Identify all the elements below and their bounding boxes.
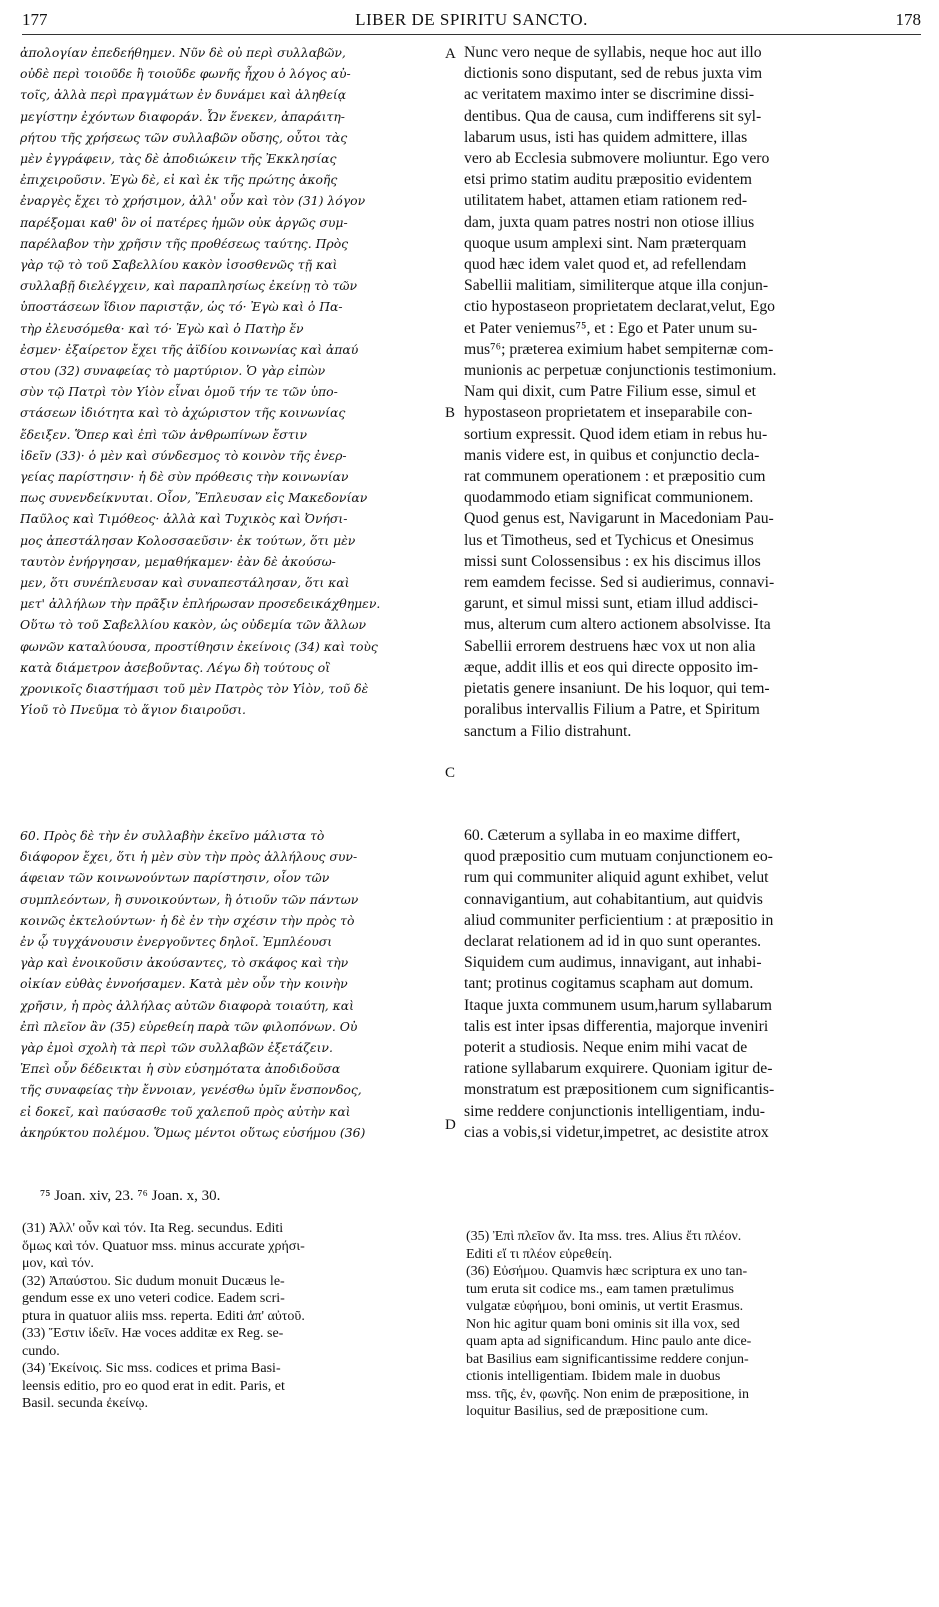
- latin-text-line: Sabellii errorem destruens hæc vox ut non alia: [464, 637, 756, 655]
- greek-text-line: τῆς συναφείας τὴν ἔννοιαν, γενέσθω ὑμῖν ἔνσπονδος,: [20, 1082, 362, 1098]
- greek-text-line: μος ἀπεστάλησαν Κολοσσαεῦσιν· ἐκ τούτων, ὅτι μὲν: [20, 532, 356, 548]
- greek-text-line: τὴρ ἐλευσόμεθα· καὶ τό· Ἐγὼ καὶ ὁ Πατὴρ ἕν: [20, 320, 304, 336]
- greek-text-line: τοῖς, ἀλλὰ περὶ πραγμάτων ἐν δυνάμει καὶ ἀληθείᾳ: [20, 87, 347, 103]
- latin-text-line: Nunc vero neque de syllabis, neque hoc aut illo: [464, 44, 762, 61]
- greek-text-line: ρήτου τῆς χρήσεως τῶν συλλαβῶν οὔσης, οὗτοι τὰς: [20, 129, 348, 145]
- greek-text-line: στάσεων ἰδιότητα καὶ τὸ ἀχώριστον τῆς κοινωνίας: [20, 405, 346, 421]
- latin-text-line: vero ab Ecclesia submovere moliuntur. Ego vero: [464, 150, 770, 168]
- greek-text-line: παρέξομαι καθ' ὃν οἱ πατέρες ἡμῶν οὐκ ἀργῶς συμ-: [20, 214, 348, 230]
- greek-text-line: κατὰ διάμετρον ἀσεβοῦντας. Λέγω δὴ τούτους οἳ: [20, 659, 331, 675]
- latin-text-line: quoque usum amplexi sint. Nam præterquam: [464, 234, 747, 252]
- greek-text-line: Υἱοῦ τὸ Πνεῦμα τὸ ἅγιον διαιροῦσι.: [20, 702, 246, 718]
- latin-text-line: utilitatem habet, attamen etiam rationem red-: [464, 192, 748, 210]
- latin-text-line: poterit a studiosis. Neque enim mihi vacat de: [464, 1039, 748, 1057]
- footnote-line: (33) Ἔστιν ἰδεῖν. Hæ voces additæ ex Reg. se-: [22, 1326, 284, 1341]
- greek-text-line: χρῆσιν, ἡ πρὸς ἀλλήλας αὐτῶν διαφορὰ τοιαύτη, καὶ: [20, 997, 354, 1013]
- latin-text-line: poralibus intervallis Filium a Patre, et Spiritum: [464, 701, 760, 719]
- greek-text-line: συμπλεόντων, ἢ συνοικούντων, ἢ ὁτιοῦν τῶν πάντων: [20, 891, 359, 907]
- latin-text-line: missi sunt Colossensibus : ex his discimus illos: [464, 552, 761, 570]
- margin-marker-a: A: [445, 46, 456, 62]
- latin-text-line: mus⁷⁶; præterea eximium habet sempiternæ com-: [464, 340, 774, 358]
- latin-text-line: 60. Cæterum a syllaba in eo maxime differt,: [464, 827, 741, 844]
- footnote-line: leensis editio, pro eo quod erat in edit. Paris, et: [22, 1378, 285, 1394]
- greek-text-line: παρέλαβον τὴν χρῆσιν τῆς προθέσεως ταύτης. Πρὸς: [20, 235, 349, 251]
- greek-text-line: μεν, ὅτι συνέπλευσαν καὶ συναπεστάλησαν, ὅτι καὶ: [20, 575, 350, 591]
- latin-text-line: hypostaseon proprietatem et inseparabile con-: [464, 404, 753, 422]
- footnote-line: (35) Ἐπὶ πλεῖον ἄν. Ita mss. tres. Alius ἔτι πλέον.: [466, 1229, 742, 1244]
- greek-text-line: Ἐπεὶ οὖν δέδεικται ἡ σὺν εὐσημότατα ἀποδιδοῦσα: [20, 1061, 341, 1077]
- latin-text-line: manis videre est, in quibus et conjunctio decla-: [464, 446, 760, 464]
- greek-text-line: σὺν τῷ Πατρὶ τὸν Υἱὸν εἶναι ὁμοῦ τήν τε τῶν ὑπο-: [20, 384, 338, 400]
- greek-text-line: ἐναργὲς ἔχει τὸ χρήσιμον, ἀλλ' οὖν καὶ τὸν (31) λόγον: [20, 193, 366, 209]
- footnotes-right: [466, 1228, 921, 1421]
- latin-text-line: tant; protinus cogitamus scapham aut domum.: [464, 975, 754, 993]
- page-number-right: 178: [895, 10, 921, 29]
- latin-text-line: ratione syllabarum exquirere. Quoniam igitur de-: [464, 1060, 773, 1078]
- latin-text-line: talis est inter ipsas differentia, majorque inveniri: [464, 1017, 769, 1035]
- latin-text-line: ac veritatem maximo inter se discrimine dissi-: [464, 86, 755, 104]
- latin-text-line: et Pater veniemus⁷⁵, et : Ego et Pater unum su-: [464, 319, 758, 337]
- footnote-line: ptura in quatuor aliis mss. reperta. Editi ἀπ' αὐτοῦ.: [22, 1308, 305, 1324]
- footnote-line: mss. τῆς, ἐν, φωνῆς. Non enim de præpositione, in: [466, 1386, 750, 1402]
- latin-text-line: connavigantium, aut cohabitantium, aut quidvis: [464, 890, 763, 908]
- running-title: LIBER DE SPIRITU SANCTO.: [355, 10, 588, 29]
- greek-text-line: ἐπὶ πλεῖον ἂν (35) εὑρεθείη παρὰ τῶν φιλοπόνων. Οὐ: [20, 1018, 358, 1034]
- greek-text-line: Παῦλος καὶ Τιμόθεος· ἀλλὰ καὶ Τυχικὸς καὶ Ὀνήσι-: [20, 511, 348, 527]
- greek-text-line: εἰ δοκεῖ, καὶ παύσασθε τοῦ χαλεποῦ πρὸς αὐτὴν καὶ: [20, 1103, 351, 1119]
- latin-text-line: sortium expressit. Quod idem etiam in rebus hu-: [464, 425, 768, 443]
- latin-text-line: rum qui communiter aliquid agunt exhibet, velut: [464, 869, 769, 887]
- footnote-line: μον, καὶ τόν.: [22, 1256, 94, 1271]
- greek-text-line: γὰρ ἐμοὶ σχολὴ τὰ περὶ τῶν συλλαβῶν ἐξετάζειν.: [20, 1040, 333, 1056]
- footnote-line: (36) Εὐσήμου. Quamvis hæc scriptura ex uno tan-: [466, 1264, 748, 1279]
- latin-text-line: monstratum est præpositionem cum significantis-: [464, 1081, 775, 1099]
- greek-text-line: γείας παρίστησιν· ἡ δὲ σὺν πρόθεσις τὴν κοινωνίαν: [20, 469, 349, 485]
- greek-column-part1: [20, 42, 448, 721]
- latin-text-line: Itaque juxta communem usum,harum syllabarum: [464, 996, 773, 1014]
- greek-text-line: φωνῶν καταλύουσα, προστίθησιν ἐκείνοις (34) καὶ τοὺς: [20, 638, 378, 654]
- footnote-line: gendum esse ex uno veteri codice. Eadem scri-: [22, 1291, 285, 1306]
- latin-column-part2: [464, 825, 922, 1143]
- greek-text-line: οἰκίαν εὐθὰς ἐννοήσαμεν. Κατὰ μὲν οὖν τὴν κοινὴν: [20, 976, 348, 992]
- greek-text-line: ταυτὸν ἐνήργησαν, μεμαθήκαμεν· ἐὰν δὲ ἀκούσω-: [20, 553, 336, 569]
- greek-text-line: ἔδειξεν. Ὅπερ καὶ ἐπὶ τῶν ἀνθρωπίνων ἔστιν: [20, 426, 307, 442]
- latin-text-line: labarum usus, isti has quidem admittere, illas: [464, 128, 748, 146]
- greek-text-line: συλλαβῇ διελέγχειν, καὶ παραπλησίως ἐκείνῃ τὸ τῶν: [20, 278, 357, 294]
- greek-text-line: οὐδὲ περὶ τοιοῦδε ἢ τοιοῦδε φωνῆς ἦχου ὁ λόγος αὐ-: [20, 66, 351, 82]
- greek-column-part2: [20, 825, 448, 1143]
- greek-text-line: γὰρ καὶ ἐνοικοῦσιν ἀκούσαντες, τὸ σκάφος καὶ τὴν: [20, 955, 349, 971]
- latin-text-line: quodammodo etiam significat communionem.: [464, 489, 754, 507]
- greek-text-line: άφειαν τῶν κοινωνούντων παρίστησιν, οἷον τῶν: [20, 870, 330, 886]
- greek-text-line: διάφορον ἔχει, ὅτι ἡ μὲν σὺν τὴν πρὸς ἀλλήλους συν-: [20, 849, 358, 865]
- footnote-line: cundo.: [22, 1343, 60, 1359]
- greek-text-line: μετ' ἀλλήλων τὴν πρᾶξιν ἐπλήρωσαν προσεδεικάχθημεν.: [20, 596, 381, 612]
- latin-text-line: Siquidem cum audimus, innavigant, aut inhabi-: [464, 954, 762, 972]
- footnote-line: ὅμως καὶ τόν. Quatuor mss. minus accurate χρήσι-: [22, 1238, 305, 1254]
- latin-text-line: dam, juxta quam patres nostri non otiose illius: [464, 213, 755, 231]
- greek-text-line: ἐπιχειροῦσιν. Ἐγὼ δὲ, εἰ καὶ ἐκ τῆς πρώτης ἀκοῆς: [20, 172, 338, 188]
- latin-text-line: Nam qui dixit, cum Patre Filium esse, simul et: [464, 383, 756, 401]
- header-rule: [22, 34, 921, 35]
- latin-text-line: sime reddere conjunctionis intelligentiam, indu-: [464, 1102, 766, 1120]
- latin-text-line: cias a vobis,si videtur,impetret, ac desistite atrox: [464, 1123, 769, 1141]
- greek-text-line: γὰρ τῷ τὸ τοῦ Σαβελλίου κακὸν ἰσοσθενῶς τῇ καὶ: [20, 257, 338, 273]
- latin-text-line: dictionis sono disputant, sed de rebus juxta vim: [464, 65, 763, 83]
- latin-text-line: quod hæc idem valet quod et, ad refellendam: [464, 256, 747, 274]
- latin-text-line: dentibus. Qua de causa, cum indifferens sit syl-: [464, 107, 762, 125]
- greek-text-line: ἀκηρύκτου πολέμου. Ὅμως μέντοι οὕτως εὐσήμου (36): [20, 1124, 366, 1140]
- greek-text-line: ἐσμεν· ἐξαίρετον ἔχει τῆς ἀϊδίου κοινωνίας καὶ ἀπαύ: [20, 341, 359, 357]
- footnote-line: (31) Ἀλλ' οὖν καὶ τόν. Ita Reg. secundus. Editi: [22, 1221, 284, 1236]
- footnote-line: loquitur Basilius, sed de præpositione cum.: [466, 1404, 709, 1419]
- footnote-line: ctionis intelligentiam. Ibidem male in duobus: [466, 1369, 721, 1384]
- margin-marker-b: B: [445, 405, 456, 421]
- greek-text-line: ἐν ᾧ τυγχάνουσιν ἐνεργοῦντες δηλοῖ. Ἐμπλέουσι: [20, 934, 333, 950]
- greek-text-line: μεγίστην ἐχόντων διαφοράν. Ὧν ἕνεκεν, ἀπαράιτη-: [20, 108, 345, 124]
- latin-text-line: aliud communiter perficientium : at præpositio in: [464, 911, 774, 929]
- margin-marker-c: C: [445, 765, 456, 781]
- footnote-line: Basil. secunda ἐκείνῳ.: [22, 1396, 148, 1411]
- latin-text-line: lus et Timotheus, sed et Tychicus et Onesimus: [464, 531, 754, 549]
- latin-text-line: rem eamdem fecisse. Sed si audierimus, connavi-: [464, 574, 775, 592]
- greek-text-line: χρονικοῖς διαστήμασι τοῦ μὲν Πατρὸς τὸν Υἱὸν, τοῦ δὲ: [20, 681, 369, 697]
- latin-text-line: ctio hypostaseon proprietatem declarat,velut, Ego: [464, 298, 776, 316]
- greek-text-line: κοινῶς ἐκτελούντων· ἡ δὲ ἐν τὴν σχέσιν τὴν πρὸς τὸ: [20, 912, 355, 928]
- greek-text-line: πως συνενδείκνυται. Οἷον, Ἔπλευσαν εἰς Μακεδονίαν: [20, 490, 368, 506]
- footnote-line: vulgatæ εὐφήμου, boni ominis, ut vertit Erasmus.: [466, 1299, 744, 1314]
- latin-text-line: sanctum a Filio distrahunt.: [464, 722, 632, 740]
- latin-text-line: etsi primo statim auditu præpositio evidentem: [464, 171, 753, 189]
- footnote-line: bat Basilius eam significantissime reddere conjun-: [466, 1351, 749, 1367]
- latin-text-line: mus, alterum cum altero actionem absolvisse. Ita: [464, 616, 771, 634]
- footnote-line: tum eruta sit codice ms., eam tamen prætulimus: [466, 1281, 734, 1297]
- footnote-line: Editi εἴ τι πλέον εὑρεθείη.: [466, 1246, 613, 1262]
- latin-column-part1: [464, 42, 922, 742]
- greek-text-line: Οὕτω τὸ τοῦ Σαβελλίου κακὸν, ὡς οὐδεμία τῶν ἄλλων: [20, 617, 366, 633]
- greek-text-line: ἰδεῖν (33)· ὁ μὲν καὶ σύνδεσμος τὸ κοινὸν τῆς ἐνερ-: [20, 447, 347, 463]
- footnote-line: (32) Ἀπαύστου. Sic dudum monuit Ducæus le-: [22, 1273, 285, 1289]
- latin-text-line: æque, addit illis et eos qui directe opposito im-: [464, 658, 759, 676]
- latin-text-line: pietatis genere insaniunt. De his loquor, qui tem-: [464, 680, 770, 698]
- greek-text-line: ἀπολογίαν ἐπεδεήθημεν. Νῦν δὲ οὐ περὶ συλλαβῶν,: [20, 45, 346, 60]
- footnotes-left: [22, 1220, 447, 1413]
- latin-text-line: rat communem operationem : et præpositio cum: [464, 468, 766, 486]
- latin-text-line: Sabellii malitiam, similiterque atque illa conjun-: [464, 277, 769, 295]
- greek-text-line: ὑποστάσεων ἴδιον παριστᾷν, ὡς τό· Ἐγὼ καὶ ὁ Πα-: [20, 299, 343, 315]
- scripture-references: ⁷⁵ Joan. xiv, 23. ⁷⁶ Joan. x, 30.: [40, 1188, 221, 1204]
- greek-text-line: στου (32) συναφείας τὸ μαρτύριον. Ὁ γὰρ εἰπὼν: [20, 363, 326, 379]
- latin-text-line: Quod genus est, Navigarunt in Macedoniam Pau-: [464, 510, 774, 528]
- page-number-left: 177: [22, 10, 48, 29]
- latin-text-line: munionis ac perpetuæ conjunctionis testimonium.: [464, 362, 777, 380]
- margin-marker-d: D: [445, 1117, 456, 1133]
- footnote-line: (34) Ἐκείνοις. Sic mss. codices et prima Basi-: [22, 1361, 281, 1376]
- latin-text-line: declarat relationem ad id in quo sunt operantes.: [464, 933, 762, 951]
- footnote-line: quam apta ad significandum. Hinc paulo ante dice-: [466, 1334, 752, 1349]
- latin-text-line: quod præpositio cum mutuam conjunctionem eo-: [464, 848, 773, 866]
- footnote-line: Non hic agitur quam boni ominis sit illa vox, sed: [466, 1316, 740, 1332]
- latin-text-line: garunt, et simul missi sunt, etiam illud addisci-: [464, 595, 759, 613]
- greek-text-line: 60. Πρὸς δὲ τὴν ἐν συλλαβὴν ἐκεῖνο μάλιστα τὸ: [20, 828, 325, 843]
- greek-text-line: μὲν ἐγγράφειν, τὰς δὲ ἀποδιώκειν τῆς Ἐκκλησίας: [20, 151, 337, 167]
